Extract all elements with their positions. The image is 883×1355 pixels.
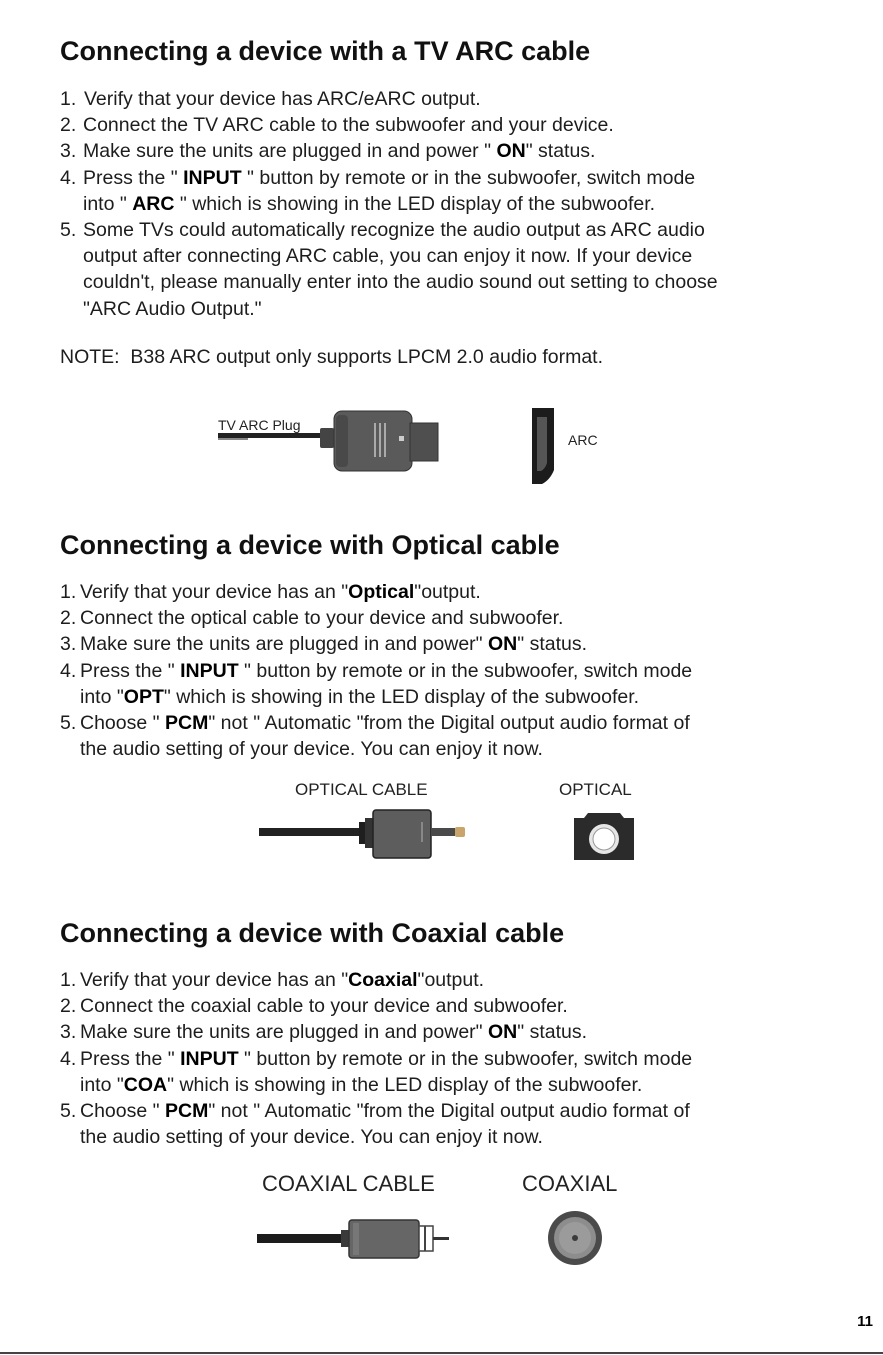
- keyword: ON: [488, 633, 518, 656]
- optical-steps-list: [60, 579, 692, 762]
- step-line: [84, 86, 718, 112]
- page-number: 11: [857, 1313, 873, 1330]
- step-number: 1.: [60, 969, 77, 991]
- optical-cable-label: OPTICAL CABLE: [295, 780, 428, 799]
- step-text: " not " Automatic "from the Digital output audio format of: [208, 712, 690, 735]
- step-item: [60, 86, 718, 112]
- step-text: into ": [83, 192, 133, 215]
- step-item: [60, 993, 692, 1019]
- step-line: [80, 1072, 692, 1098]
- step-number: 1.: [60, 88, 77, 110]
- keyword: OPT: [123, 685, 164, 708]
- section-title-arc: Connecting a device with a TV ARC cable: [60, 36, 591, 66]
- step-line: [83, 191, 718, 217]
- step-text: " which is showing in the LED display of the subwoofer.: [163, 685, 640, 708]
- step-number: 4.: [60, 166, 77, 189]
- keyword: COA: [123, 1073, 168, 1096]
- step-number: 3.: [60, 633, 77, 656]
- step-item: [60, 658, 692, 710]
- step-number: 5.: [60, 1100, 77, 1123]
- step-line: [80, 967, 692, 993]
- step-text: couldn't, please manually enter into the audio sound out setting to choose: [83, 271, 718, 294]
- coaxial-steps-list: [60, 967, 692, 1150]
- step-text: Some TVs could automatically recognize the audio output as ARC audio: [83, 219, 705, 242]
- keyword: PCM: [164, 712, 209, 735]
- step-item: [60, 631, 692, 657]
- coaxial-figure: [255, 1170, 655, 1270]
- step-number: 1.: [60, 581, 77, 603]
- step-line: [80, 605, 692, 631]
- step-text: the audio setting of your device. You can enjoy it now.: [80, 1126, 543, 1149]
- step-text: Verify that your device has an ": [80, 969, 349, 991]
- step-item: [60, 165, 718, 217]
- step-number: 2.: [60, 607, 77, 630]
- step-line: [80, 993, 692, 1019]
- step-text: Connect the TV ARC cable to the subwoofer and your device.: [83, 114, 614, 137]
- step-item: [60, 967, 692, 993]
- step-line: [83, 269, 718, 295]
- step-text: output after connecting ARC cable, you can enjoy it now. If your device: [83, 245, 693, 268]
- keyword: INPUT: [183, 166, 242, 189]
- keyword: PCM: [164, 1100, 209, 1123]
- keyword: INPUT: [180, 659, 239, 682]
- step-line: [80, 1098, 692, 1124]
- step-text: Make sure the units are plugged in and power": [80, 1021, 489, 1044]
- step-text: Connect the optical cable to your device and subwoofer.: [80, 607, 564, 630]
- arc-note: NOTE: B38 ARC output only supports LPCM 2.0 audio format.: [60, 346, 604, 368]
- step-text: Press the ": [80, 659, 181, 682]
- step-line: [80, 736, 692, 762]
- step-number: 2.: [60, 114, 77, 137]
- step-text: Choose ": [80, 712, 165, 735]
- step-number: 3.: [60, 140, 77, 163]
- step-text: " which is showing in the LED display of the subwoofer.: [174, 192, 656, 215]
- tv-arc-plug-label: TV ARC Plug: [218, 417, 301, 433]
- coaxial-cable-label: COAXIAL CABLE: [262, 1171, 435, 1196]
- step-text: into ": [80, 1073, 124, 1096]
- step-text: " status.: [517, 633, 588, 656]
- step-line: [80, 579, 692, 605]
- step-item: [60, 710, 692, 762]
- step-line: [83, 296, 718, 322]
- section-title-coaxial: Connecting a device with Coaxial cable: [60, 918, 565, 948]
- step-text: " status.: [525, 140, 596, 163]
- step-text: Press the ": [80, 1047, 181, 1070]
- step-text: Verify that your device has ARC/eARC output.: [84, 88, 481, 110]
- step-line: [80, 1124, 692, 1150]
- step-number: 5.: [60, 712, 77, 735]
- step-line: [80, 1046, 692, 1072]
- step-text: into ": [80, 685, 124, 708]
- step-line: [80, 684, 692, 710]
- step-number: 3.: [60, 1021, 77, 1044]
- keyword: ON: [496, 140, 526, 163]
- optical-port-label: OPTICAL: [559, 780, 632, 799]
- step-text: Press the ": [83, 166, 184, 189]
- step-item: [60, 579, 692, 605]
- keyword: ARC: [132, 192, 175, 215]
- step-line: [83, 165, 718, 191]
- step-line: [80, 631, 692, 657]
- coaxial-port-label: COAXIAL: [522, 1171, 618, 1196]
- step-text: " status.: [517, 1021, 588, 1044]
- step-item: [60, 112, 718, 138]
- step-item: [60, 138, 718, 164]
- step-line: [80, 710, 692, 736]
- step-text: " which is showing in the LED display of the subwoofer.: [167, 1073, 643, 1096]
- step-text: " button by remote or in the subwoofer, switch mode: [238, 659, 693, 682]
- step-text: Make sure the units are plugged in and power ": [83, 140, 497, 163]
- arc-port-label: ARC: [568, 432, 598, 448]
- step-item: [60, 1046, 692, 1098]
- step-text: " button by remote or in the subwoofer, switch mode: [238, 1047, 693, 1070]
- step-item: [60, 1019, 692, 1045]
- step-number: 4.: [60, 1047, 77, 1070]
- step-line: [80, 1019, 692, 1045]
- keyword: Optical: [348, 581, 415, 603]
- step-text: Make sure the units are plugged in and power": [80, 633, 489, 656]
- keyword: Coaxial: [348, 969, 418, 991]
- step-text: " not " Automatic "from the Digital output audio format of: [208, 1100, 690, 1123]
- step-number: 2.: [60, 995, 77, 1018]
- optical-figure: [255, 778, 655, 868]
- step-text: "output.: [417, 969, 485, 991]
- arc-steps-list: [60, 86, 718, 322]
- step-item: [60, 1098, 692, 1150]
- step-line: [83, 138, 718, 164]
- section-title-optical: Connecting a device with Optical cable: [60, 530, 560, 560]
- step-line: [83, 243, 718, 269]
- step-line: [83, 217, 718, 243]
- step-text: Choose ": [80, 1100, 165, 1123]
- step-item: [60, 605, 692, 631]
- step-line: [80, 658, 692, 684]
- step-number: 5.: [60, 219, 77, 242]
- step-number: 4.: [60, 659, 77, 682]
- arc-figure: [214, 395, 614, 490]
- step-text: "output.: [414, 581, 481, 603]
- step-line: [83, 112, 718, 138]
- keyword: ON: [488, 1021, 518, 1044]
- step-text: " button by remote or in the subwoofer, switch mode: [241, 166, 696, 189]
- hdmi-plug-illustration: [214, 395, 614, 490]
- step-text: Connect the coaxial cable to your device and subwoofer.: [80, 995, 568, 1018]
- page-bottom-rule: [0, 1352, 883, 1354]
- step-text: Verify that your device has an ": [80, 581, 349, 603]
- keyword: INPUT: [180, 1047, 239, 1070]
- step-text: the audio setting of your device. You can enjoy it now.: [80, 738, 543, 761]
- step-item: [60, 217, 718, 322]
- step-text: "ARC Audio Output.": [83, 297, 262, 320]
